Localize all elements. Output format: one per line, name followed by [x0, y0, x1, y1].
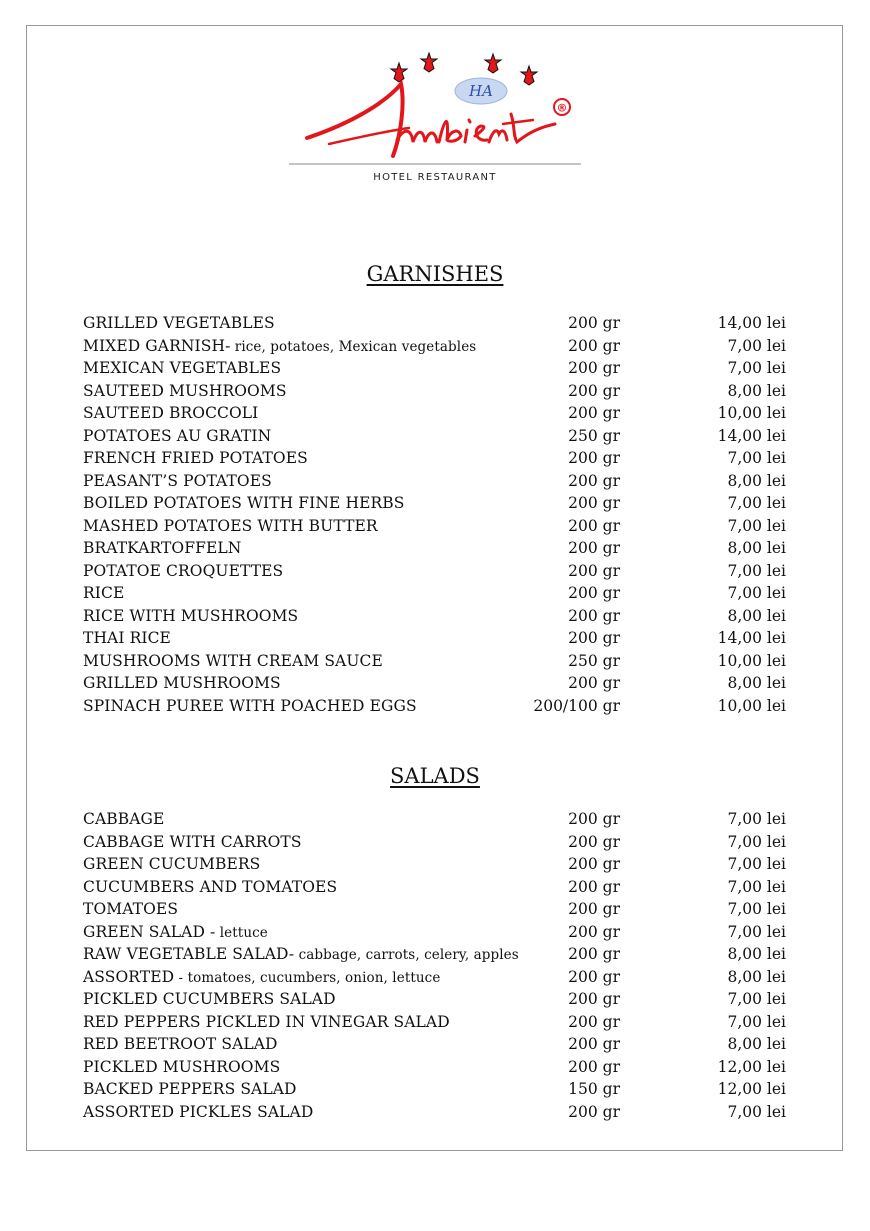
item-weight: 200 gr	[568, 314, 620, 332]
item-description: lettuce	[215, 924, 268, 941]
item-price: 7,00 lei	[727, 584, 786, 602]
garnishes-list	[0, 312, 870, 717]
item-weight: 200 gr	[568, 922, 620, 941]
item-weight: 200 gr	[568, 1012, 620, 1031]
item-title: ASSORTED	[83, 967, 175, 986]
item-weight: 200 gr	[568, 516, 620, 535]
item-title: CUCUMBERS AND TOMATOES	[83, 877, 338, 896]
item-name	[83, 1101, 313, 1124]
item-title: GRILLED VEGETABLES	[83, 314, 275, 332]
item-title: BOILED POTATOES WITH FINE HERBS	[83, 494, 405, 512]
item-weight: 200 gr	[568, 449, 620, 467]
menu-item	[0, 1033, 870, 1056]
item-name	[83, 537, 241, 560]
item-title: ASSORTED PICKLES SALAD	[83, 1102, 314, 1121]
menu-item	[0, 447, 870, 470]
item-price: 8,00 lei	[727, 945, 786, 963]
item-weight: 200 gr	[568, 629, 620, 647]
item-title: SAUTEED BROCCOLI	[83, 404, 259, 422]
item-title: MIXED GARNISH-	[83, 336, 231, 355]
salads-list	[0, 808, 870, 1123]
menu-item	[0, 357, 870, 380]
registered-mark: ®	[556, 101, 568, 115]
star-icon	[485, 54, 501, 73]
monogram-text: HA	[469, 82, 493, 100]
item-title: PICKLED CUCUMBERS SALAD	[83, 990, 336, 1008]
item-title: GREEN CUCUMBERS	[83, 855, 261, 873]
item-title: PEASANT’S POTATOES	[83, 471, 272, 490]
item-weight: 200 gr	[568, 381, 620, 400]
item-name	[83, 335, 476, 359]
item-title: RED PEPPERS PICKLED IN VINEGAR SALAD	[83, 1012, 450, 1031]
star-icon	[521, 66, 537, 85]
item-weight: 200 gr	[568, 1057, 620, 1076]
item-price: 7,00 lei	[727, 359, 786, 377]
menu-item	[0, 627, 870, 650]
item-price: 8,00 lei	[727, 967, 786, 986]
item-price: 14,00 lei	[717, 426, 786, 445]
section-title-salads: SALADS	[390, 764, 480, 788]
item-title: SPINACH PUREE WITH POACHED EGGS	[83, 696, 417, 715]
item-weight: 200 gr	[568, 584, 620, 602]
item-price: 7,00 lei	[727, 810, 786, 828]
menu-item	[0, 515, 870, 538]
item-name	[83, 1078, 297, 1101]
item-name	[83, 380, 287, 403]
item-name	[83, 966, 440, 990]
item-price: 7,00 lei	[727, 922, 786, 941]
item-title: RICE WITH MUSHROOMS	[83, 606, 299, 625]
item-price: 12,00 lei	[717, 1057, 786, 1076]
item-price: 10,00 lei	[717, 404, 786, 422]
menu-item	[0, 921, 870, 944]
item-weight: 200/100 gr	[533, 696, 620, 715]
item-price: 7,00 lei	[727, 516, 786, 535]
menu-item	[0, 425, 870, 448]
item-price: 7,00 lei	[727, 561, 786, 580]
item-name	[83, 831, 302, 854]
item-name	[83, 988, 336, 1011]
item-price: 10,00 lei	[717, 696, 786, 715]
item-title: TOMATOES	[83, 900, 179, 918]
item-weight: 200 gr	[568, 967, 620, 986]
item-price: 8,00 lei	[727, 471, 786, 490]
item-title: GREEN SALAD -	[83, 922, 216, 941]
menu-item	[0, 492, 870, 515]
item-name	[83, 312, 275, 335]
ambient-logo-graphic	[289, 44, 581, 189]
item-name	[83, 1056, 280, 1079]
item-price: 8,00 lei	[727, 539, 786, 557]
hotel-logo	[289, 44, 581, 189]
item-name	[83, 627, 171, 650]
item-price: 7,00 lei	[727, 449, 786, 467]
item-name	[83, 582, 124, 605]
menu-item	[0, 808, 870, 831]
logo-subtitle: HOTEL RESTAURANT	[373, 172, 497, 183]
item-price: 7,00 lei	[727, 990, 786, 1008]
menu-item	[0, 1101, 870, 1124]
item-name	[83, 605, 298, 628]
item-price: 8,00 lei	[727, 381, 786, 400]
menu-item	[0, 470, 870, 493]
menu-item	[0, 560, 870, 583]
menu-item	[0, 695, 870, 718]
item-name	[83, 943, 519, 967]
item-price: 7,00 lei	[727, 1102, 786, 1121]
menu-item	[0, 672, 870, 695]
item-name	[83, 650, 383, 673]
menu-item	[0, 831, 870, 854]
star-icon	[421, 53, 437, 72]
item-weight: 200 gr	[568, 561, 620, 580]
section-title-garnishes: GARNISHES	[366, 262, 504, 286]
item-name	[83, 515, 378, 538]
item-title: GRILLED MUSHROOMS	[83, 674, 281, 692]
item-name	[83, 808, 164, 831]
item-weight: 200 gr	[568, 494, 620, 512]
item-name	[83, 470, 272, 493]
item-weight: 200 gr	[568, 359, 620, 377]
menu-item	[0, 966, 870, 989]
item-weight: 200 gr	[568, 1035, 620, 1053]
item-name	[83, 492, 404, 515]
item-weight: 200 gr	[568, 539, 620, 557]
item-name	[83, 921, 268, 945]
item-name	[83, 898, 178, 921]
item-price: 8,00 lei	[727, 606, 786, 625]
item-name	[83, 402, 258, 425]
item-weight: 200 gr	[568, 990, 620, 1008]
item-weight: 150 gr	[568, 1080, 620, 1098]
item-title: POTATOES AU GRATIN	[83, 426, 272, 445]
item-price: 7,00 lei	[727, 832, 786, 851]
menu-item	[0, 853, 870, 876]
item-description: rice, potatoes, Mexican vegetables	[230, 338, 477, 355]
item-name	[83, 876, 337, 899]
item-title: BACKED PEPPERS SALAD	[83, 1080, 297, 1098]
item-price: 7,00 lei	[727, 336, 786, 355]
item-name	[83, 560, 283, 583]
item-weight: 200 gr	[568, 855, 620, 873]
item-weight: 200 gr	[568, 877, 620, 896]
item-weight: 200 gr	[568, 1102, 620, 1121]
item-price: 8,00 lei	[727, 1035, 786, 1053]
item-title: RICE	[83, 584, 125, 602]
item-title: RED BEETROOT SALAD	[83, 1035, 278, 1053]
item-price: 7,00 lei	[727, 900, 786, 918]
item-price: 8,00 lei	[727, 674, 786, 692]
item-weight: 200 gr	[568, 674, 620, 692]
item-weight: 200 gr	[568, 832, 620, 851]
item-title: RAW VEGETABLE SALAD-	[83, 945, 295, 963]
item-name	[83, 1011, 450, 1034]
item-weight: 250 gr	[568, 426, 620, 445]
item-price: 7,00 lei	[727, 877, 786, 896]
item-weight: 250 gr	[568, 651, 620, 670]
item-description: cabbage, carrots, celery, apples	[294, 947, 519, 963]
item-weight: 200 gr	[568, 471, 620, 490]
item-title: MASHED POTATOES WITH BUTTER	[83, 516, 378, 535]
item-title: MEXICAN VEGETABLES	[83, 359, 282, 377]
item-name	[83, 853, 260, 876]
item-name	[83, 1033, 278, 1056]
star-icon	[391, 63, 407, 82]
menu-item	[0, 380, 870, 403]
item-title: BRATKARTOFFELN	[83, 539, 242, 557]
menu-item	[0, 335, 870, 358]
item-weight: 200 gr	[568, 900, 620, 918]
item-title: THAI RICE	[83, 629, 171, 647]
item-price: 7,00 lei	[727, 494, 786, 512]
item-price: 12,00 lei	[717, 1080, 786, 1098]
item-weight: 200 gr	[568, 810, 620, 828]
menu-item	[0, 605, 870, 628]
menu-item	[0, 537, 870, 560]
item-price: 14,00 lei	[717, 629, 786, 647]
item-title: POTATOE CROQUETTES	[83, 561, 284, 580]
item-weight: 200 gr	[568, 606, 620, 625]
item-title: FRENCH FRIED POTATOES	[83, 449, 308, 467]
item-weight: 200 gr	[568, 336, 620, 355]
item-title: PICKLED MUSHROOMS	[83, 1057, 281, 1076]
item-name	[83, 447, 308, 470]
item-name	[83, 425, 271, 448]
menu-item	[0, 582, 870, 605]
menu-item	[0, 876, 870, 899]
menu-item	[0, 898, 870, 921]
item-weight: 200 gr	[568, 404, 620, 422]
item-price: 7,00 lei	[727, 1012, 786, 1031]
item-price: 10,00 lei	[717, 651, 786, 670]
item-title: MUSHROOMS WITH CREAM SAUCE	[83, 651, 383, 670]
item-description: - tomatoes, cucumbers, onion, lettuce	[174, 969, 441, 986]
menu-item	[0, 650, 870, 673]
menu-item	[0, 988, 870, 1011]
menu-item	[0, 943, 870, 966]
item-price: 7,00 lei	[727, 855, 786, 873]
item-title: CABBAGE	[83, 810, 165, 828]
item-title: CABBAGE WITH CARROTS	[83, 832, 302, 851]
menu-item	[0, 1056, 870, 1079]
menu-item	[0, 1078, 870, 1101]
menu-item	[0, 1011, 870, 1034]
item-title: SAUTEED MUSHROOMS	[83, 381, 287, 400]
item-name	[83, 672, 281, 695]
item-weight: 200 gr	[568, 945, 620, 963]
item-name	[83, 695, 417, 718]
item-price: 14,00 lei	[717, 314, 786, 332]
menu-item	[0, 312, 870, 335]
item-name	[83, 357, 281, 380]
menu-item	[0, 402, 870, 425]
